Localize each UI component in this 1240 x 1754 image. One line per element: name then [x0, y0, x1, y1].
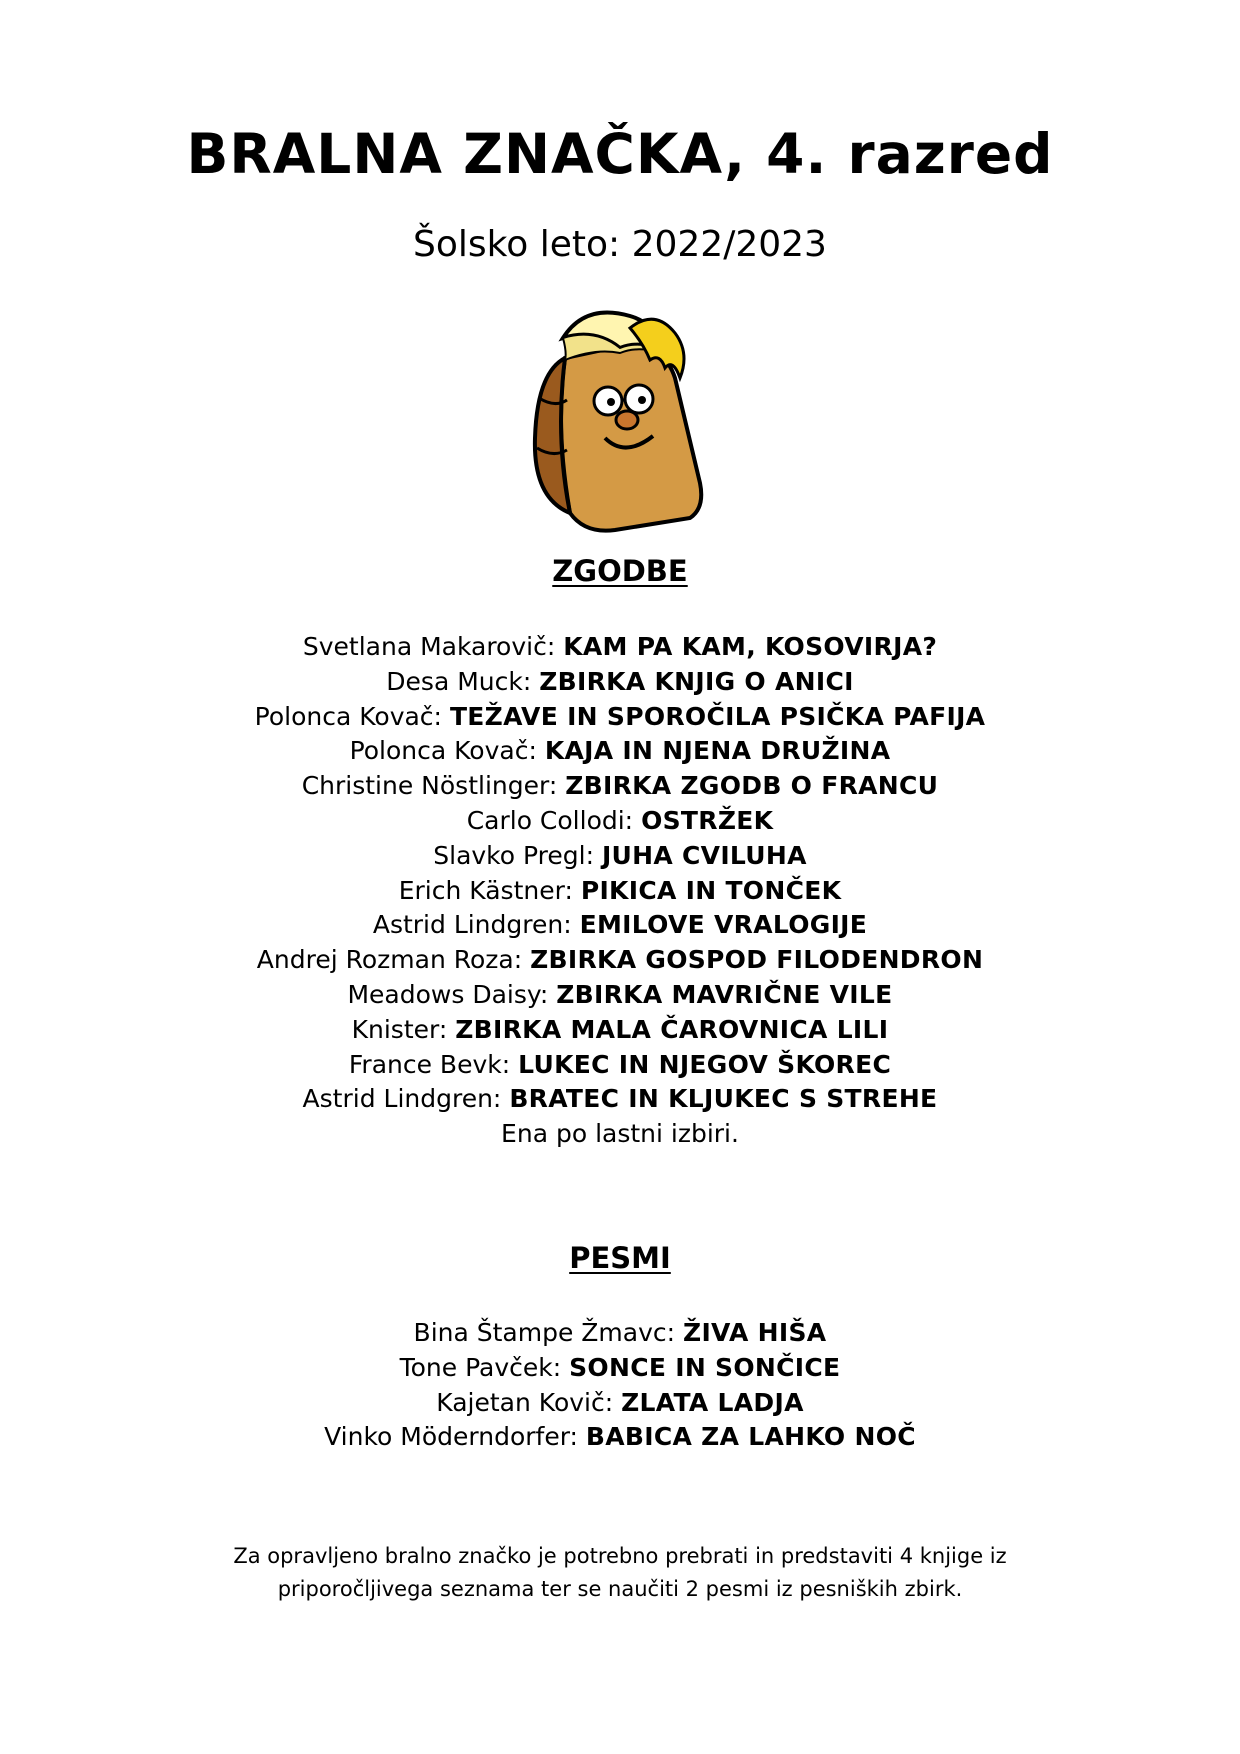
- list-item: Tone Pavček: SONCE IN SONČICE: [399, 1352, 841, 1382]
- note-line-2: priporočljivega seznama ter se naučiti 2 pesmi iz pesniških zbirk.: [277, 1577, 963, 1601]
- list-item: Bina Štampe Žmavc: ŽIVA HIŠA: [413, 1318, 827, 1347]
- list-item: Desa Muck: ZBIRKA KNJIG O ANICI: [386, 666, 854, 696]
- list-item: Vinko Möderndorfer: BABICA ZA LAHKO NOČ: [324, 1422, 916, 1452]
- own-choice-note: Ena po lastni izbiri.: [501, 1119, 739, 1149]
- school-year: Šolsko leto: 2022/2023: [413, 224, 827, 265]
- list-item: Meadows Daisy: ZBIRKA MAVRIČNE VILE: [347, 979, 893, 1009]
- list-item: Kajetan Kovič: ZLATA LADJA: [436, 1387, 804, 1417]
- list-item: Carlo Collodi: OSTRŽEK: [466, 805, 774, 835]
- note-line-1: Za opravljeno bralno značko je potrebno prebrati in predstaviti 4 knjige iz: [233, 1544, 1007, 1568]
- book-character-icon: [525, 298, 715, 534]
- list-item: Astrid Lindgren: EMILOVE VRALOGIJE: [372, 910, 868, 940]
- list-item: Polonca Kovač: TEŽAVE IN SPOROČILA PSIČKA PAFIJA: [254, 701, 986, 731]
- requirements-note: [0, 1540, 1240, 1606]
- stories-list: [0, 630, 1240, 1152]
- list-item: Andrej Rozman Roza: ZBIRKA GOSPOD FILODENDRON: [256, 945, 984, 975]
- list-item: France Bevk: LUKEC IN NJEGOV ŠKOREC: [348, 1049, 892, 1079]
- list-item: Polonca Kovač: KAJA IN NJENA DRUŽINA: [349, 736, 891, 766]
- list-item: Erich Kästner: PIKICA IN TONČEK: [398, 875, 842, 905]
- poems-heading: PESMI: [569, 1241, 671, 1275]
- page-title: BRALNA ZNAČKA, 4. razred: [186, 122, 1054, 186]
- list-item: Svetlana Makarovič: KAM PA KAM, KOSOVIRJA?: [302, 632, 938, 661]
- list-item: Astrid Lindgren: BRATEC IN KLJUKEC S STREHE: [302, 1084, 938, 1114]
- poems-list: [0, 1316, 1240, 1455]
- list-item: Christine Nöstlinger: ZBIRKA ZGODB O FRANCU: [301, 771, 939, 801]
- stories-heading: ZGODBE: [552, 554, 688, 588]
- list-item: Slavko Pregl: JUHA CVILUHA: [433, 840, 807, 870]
- list-item: Knister: ZBIRKA MALA ČAROVNICA LILI: [351, 1014, 889, 1044]
